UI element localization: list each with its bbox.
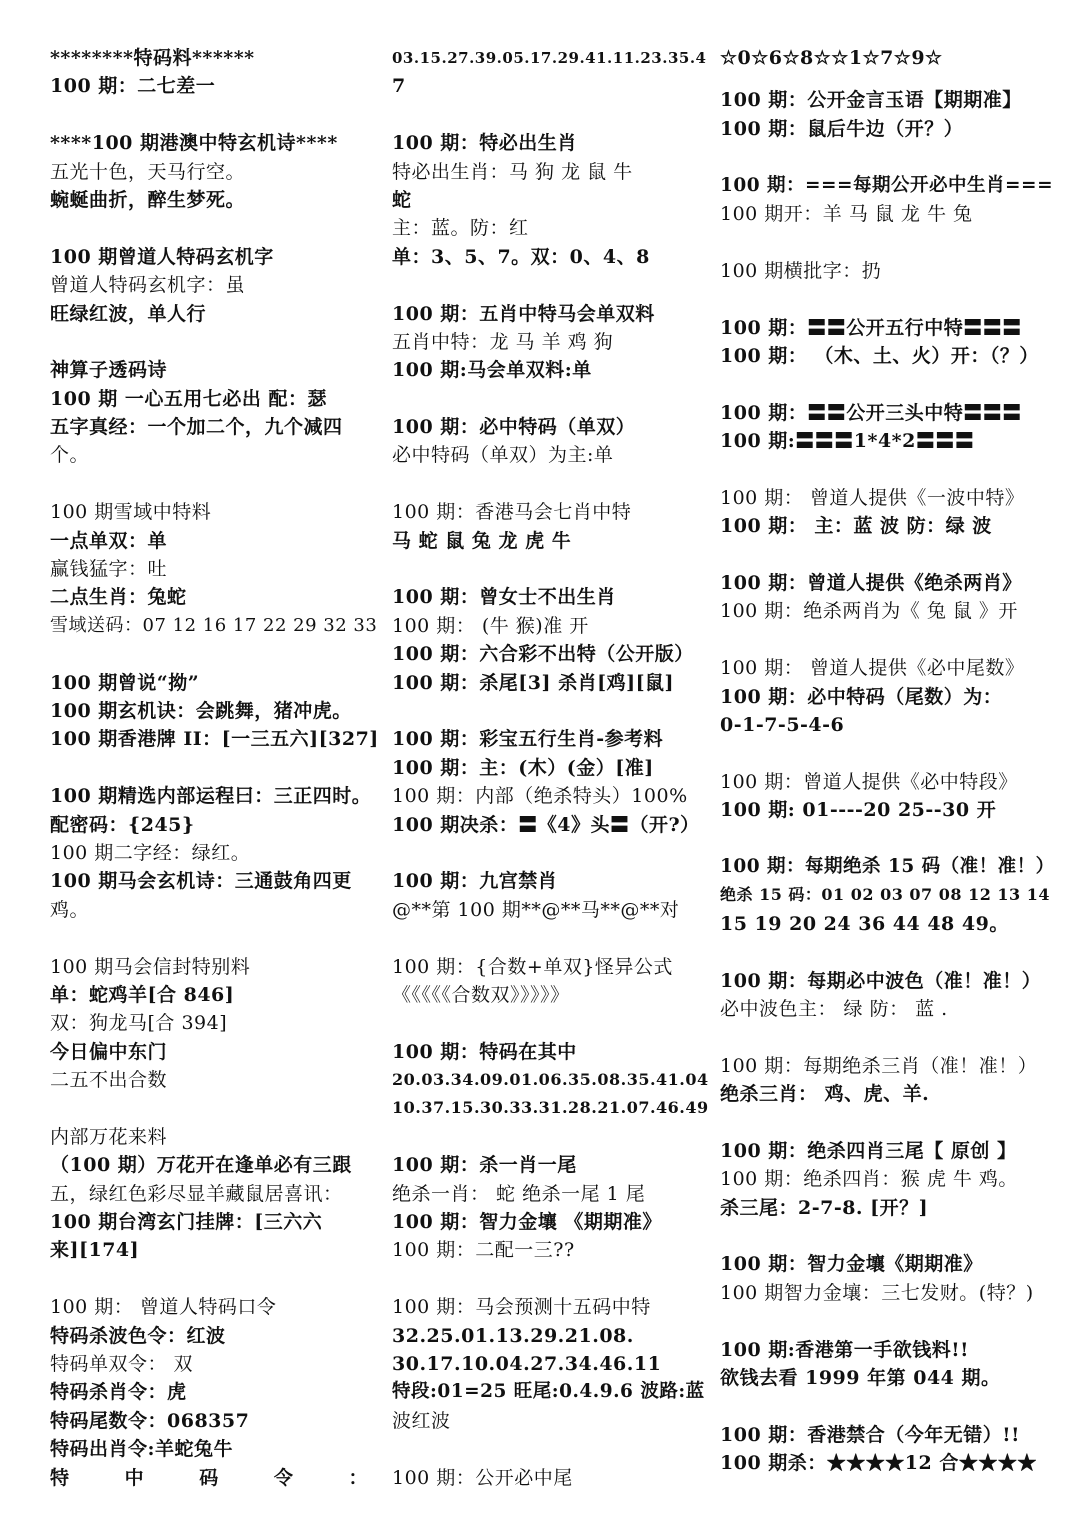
text-line: 特必出生肖：马 狗 龙 鼠 牛 bbox=[392, 160, 633, 183]
text-line: 100 期：内部（绝杀特头）100% bbox=[392, 785, 688, 808]
text-line: 主：蓝。防：红 bbox=[392, 217, 529, 240]
section-heading: 100 期：公开金言玉语【期期准】 bbox=[720, 89, 1022, 112]
section-heading: 100 期：特必出生肖 bbox=[392, 132, 577, 155]
section-heading: 100 期：香港马会七肖中特 bbox=[392, 501, 632, 524]
section-heading: 100 期：曾女士不出生肖 bbox=[392, 586, 616, 609]
section-heading: 100 期： 曾道人提供《必中尾数》 bbox=[720, 657, 1025, 680]
text-line: 马 蛇 鼠 兔 龙 虎 牛 bbox=[392, 529, 572, 552]
number-line: 30.17.10.04.27.34.46.11 bbox=[392, 1352, 662, 1375]
section-heading: 100 期：彩宝五行生肖-参考料 bbox=[392, 728, 664, 751]
number-line: 32.25.01.13.29.21.08. bbox=[392, 1324, 634, 1347]
text-line: 100 期：绝杀四肖：猴 虎 牛 鸡。 bbox=[720, 1168, 1018, 1191]
text-line: 100 期：必中特码（尾数）为： bbox=[720, 685, 1003, 708]
spread-char: 特 bbox=[50, 1466, 70, 1489]
text-line: 特码杀波色令：红波 bbox=[50, 1324, 226, 1347]
section-heading: 100 期：五肖中特马会单双料 bbox=[392, 302, 655, 325]
text-line: 二点生肖：兔蛇 bbox=[50, 586, 187, 609]
text-line: 赢钱猛字：吐 bbox=[50, 558, 168, 581]
section-heading: 100 期：必中特码（单双） bbox=[392, 416, 636, 439]
section-heading: 100 期：绝杀四肖三尾【 原创 】 bbox=[720, 1139, 1017, 1162]
number-line: 15 19 20 24 36 44 48 49。 bbox=[720, 912, 1009, 935]
text-line: 特码出肖令:羊蛇兔牛 bbox=[50, 1438, 234, 1461]
text-line: 单：蛇鸡羊[合 846] bbox=[50, 983, 235, 1006]
text-line: 必中特码（单双）为主:单 bbox=[392, 444, 614, 467]
text-line: 杀三尾：2-7-8. [开？] bbox=[720, 1196, 929, 1219]
text-line: 五字真经：一个加二个，九个减四 bbox=[50, 416, 343, 439]
section-heading: 100 期：马会预测十五码中特 bbox=[392, 1296, 651, 1319]
text-line: 绝杀一肖： 蛇 绝杀一尾 1 尾 bbox=[392, 1182, 646, 1205]
number-line: 0-1-7-5-4-6 bbox=[720, 713, 845, 736]
section-heading: 100 期:香港第一手欲钱料!! bbox=[720, 1338, 969, 1361]
section-heading: 100 期雪域中特料 bbox=[50, 501, 212, 524]
number-line: 绝杀 15 码：01 02 03 07 08 12 13 14 bbox=[720, 885, 1051, 905]
text-line: 100 期：二七差一 bbox=[50, 75, 216, 98]
text-line: 曾道人特码玄机字：虽 bbox=[50, 274, 246, 297]
text-line: 100 期：绝杀两肖为《 兔 鼠 》开 bbox=[720, 600, 1018, 623]
section-heading: 100 期：香港禁合（今年无错）!! bbox=[720, 1423, 1020, 1446]
spread-char: ： bbox=[348, 1466, 368, 1489]
section-heading: 100 期：公开必中尾 bbox=[392, 1466, 573, 1489]
spread-text-line bbox=[50, 1464, 368, 1492]
text-line: 来][174] bbox=[50, 1239, 140, 1262]
section-heading: 100 期马会信封特别料 bbox=[50, 955, 251, 978]
section-heading: 100 期：九宫禁肖 bbox=[392, 870, 558, 893]
section-heading: 100 期：每期绝杀三肖（准！准！） bbox=[720, 1054, 1038, 1077]
text-line: 特码单双令： 双 bbox=[50, 1352, 194, 1375]
text-line: 五光十色，天马行空。 bbox=[50, 160, 246, 183]
section-heading: 100 期：每期必中波色（准！准！） bbox=[720, 969, 1042, 992]
number-line: 20.03.34.09.01.06.35.08.35.41.04 bbox=[392, 1070, 709, 1090]
section-heading: 100 期： 曾道人提供《一波中特》 bbox=[720, 486, 1025, 509]
text-line: （100 期）万花开在逢单必有三跟 bbox=[50, 1154, 352, 1177]
text-line: 《《《《《合数双》》》》》 bbox=[392, 983, 570, 1006]
text-line: 100 期玄机诀：会跳舞，猪冲虎。 bbox=[50, 699, 352, 722]
section-heading: 100 期：智力金壤《期期准》 bbox=[720, 1253, 983, 1276]
section-heading: 内部万花来料 bbox=[50, 1125, 168, 1148]
text-line: 雪域送码：07 12 16 17 22 29 32 33 bbox=[50, 614, 378, 636]
text-line: 100 期二字经：绿红。 bbox=[50, 841, 251, 864]
section-heading: 100 期：特码在其中 bbox=[392, 1040, 577, 1063]
text-line: 100 期开：羊 马 鼠 龙 牛 兔 bbox=[720, 202, 973, 225]
text-line: 100 期香港牌 II：[一三五六][327] bbox=[50, 728, 379, 751]
section-heading: 100 期：===每期公开必中生肖=== bbox=[720, 174, 1054, 196]
text-line: 100 期决杀：〓《4》头〓（开?） bbox=[392, 813, 700, 836]
section-heading: 100 期：〓〓公开三头中特〓〓〓 bbox=[720, 401, 1022, 424]
column-right bbox=[720, 44, 1056, 1478]
text-line: 蜿蜒曲折，醉生梦死。 bbox=[50, 188, 246, 211]
spread-char: 令 bbox=[273, 1466, 294, 1489]
text-line: 100 期： 主：蓝 波 防：绿 波 bbox=[720, 515, 992, 538]
text-line: 100 期智力金壤：三七发财。(特？) bbox=[720, 1281, 1034, 1304]
text-line: 100 期：二配一三?? bbox=[392, 1239, 575, 1262]
text-line: 欲钱去看 1999 年第 044 期。 bbox=[720, 1366, 1001, 1389]
text-line: 100 期： (牛 猴)准 开 bbox=[392, 614, 589, 637]
section-heading: 100 期：曾道人提供《必中特段》 bbox=[720, 770, 1018, 793]
section-heading: 100 期曾说“拗” bbox=[50, 671, 200, 694]
section-heading: 100 期： 曾道人特码口令 bbox=[50, 1296, 277, 1319]
text-line: 100 期: 01----20 25--30 开 bbox=[720, 799, 997, 822]
text-line: 100 期:〓〓〓1*4*2〓〓〓 bbox=[720, 430, 975, 453]
header-line: ********特码料****** bbox=[50, 47, 255, 69]
text-line: 二五不出合数 bbox=[50, 1069, 168, 1092]
section-heading: 100 期：曾道人提供《绝杀两肖》 bbox=[720, 572, 1022, 595]
text-line: 蛇 bbox=[392, 188, 412, 211]
spread-char: 码 bbox=[199, 1466, 219, 1489]
text-line: 特段:01=25 旺尾:0.4.9.6 波路:蓝 bbox=[392, 1381, 705, 1403]
text-line: 100 期：六合彩不出特（公开版） bbox=[392, 643, 694, 666]
section-heading: 100 期：每期绝杀 15 码（准！准！） bbox=[720, 855, 1055, 877]
text-line: 波红波 bbox=[392, 1409, 451, 1432]
text-line: 100 期： （木、土、火）开：（？） bbox=[720, 344, 1039, 367]
number-line: 7 bbox=[392, 75, 406, 98]
section-heading: 100 期：杀一肖一尾 bbox=[392, 1154, 577, 1177]
column-middle bbox=[392, 44, 710, 1492]
text-line: 单：3、5、7。双：0、4、8 bbox=[392, 245, 650, 268]
text-line: 个。 bbox=[50, 444, 90, 467]
column-left bbox=[50, 44, 382, 1492]
text-line: 一点单双：单 bbox=[50, 529, 168, 552]
text-line: 五，绿红色彩尽显羊藏鼠居喜讯： bbox=[50, 1182, 343, 1205]
spread-char: 中 bbox=[124, 1466, 145, 1489]
section-heading: 100 期：〓〓公开五行中特〓〓〓 bbox=[720, 316, 1022, 339]
number-line: 03.15.27.39.05.17.29.41.11.23.35.4 bbox=[392, 49, 707, 67]
text-line: 100 期 一心五用七必出 配：瑟 bbox=[50, 387, 328, 410]
text-line: 旺绿红波，单人行 bbox=[50, 302, 207, 325]
text-line: 100 期台湾玄门挂牌：[三六六 bbox=[50, 1211, 323, 1234]
text-line: 五肖中特：龙 马 羊 鸡 狗 bbox=[392, 330, 614, 353]
text-line: 双：狗龙马[合 394] bbox=[50, 1012, 228, 1035]
text-line: 配密码：{245} bbox=[50, 813, 195, 836]
text-line: 特码杀肖令：虎 bbox=[50, 1381, 187, 1404]
text-line: 100 期：智力金壤 《期期准》 bbox=[392, 1211, 662, 1234]
text-line: 100 期：主：(木）(金）[准] bbox=[392, 756, 654, 779]
text-line: 100 期：杀尾[3] 杀肖[鸡][鼠] bbox=[392, 671, 675, 694]
section-heading: 100 期：{合数+单双}怪异公式 bbox=[392, 955, 673, 978]
text-line: 100 期:马会单双料:单 bbox=[392, 359, 592, 382]
text-line: @**第 100 期**@**马**@**对 bbox=[392, 898, 680, 921]
text-line: 100 期：鼠后牛边（开？） bbox=[720, 117, 964, 140]
text-line: 100 期杀：★★★★12 合★★★★ bbox=[720, 1452, 1037, 1475]
text-line: 特码尾数令：068357 bbox=[50, 1409, 250, 1432]
text-line: 100 期横批字：扔 bbox=[720, 259, 882, 282]
section-heading: 100 期精选内部运程曰：三正四时。 bbox=[50, 785, 372, 808]
section-heading: 100 期曾道人特码玄机字 bbox=[50, 245, 274, 268]
number-line: 10.37.15.30.33.31.28.21.07.46.49 bbox=[392, 1098, 709, 1118]
text-line: 必中波色主： 绿 防： 蓝 . bbox=[720, 997, 948, 1020]
text-line: 鸡。 bbox=[50, 898, 90, 921]
header-line: ☆0☆6☆8☆☆1☆7☆9☆ bbox=[720, 47, 943, 69]
text-line: 今日偏中东门 bbox=[50, 1040, 168, 1063]
text-line: 100 期马会玄机诗：三通鼓角四更 bbox=[50, 870, 352, 893]
section-heading: 神算子透码诗 bbox=[50, 359, 168, 382]
text-line: 绝杀三肖： 鸡、虎、羊. bbox=[720, 1083, 930, 1106]
section-heading: ****100 期港澳中特玄机诗**** bbox=[50, 132, 338, 155]
